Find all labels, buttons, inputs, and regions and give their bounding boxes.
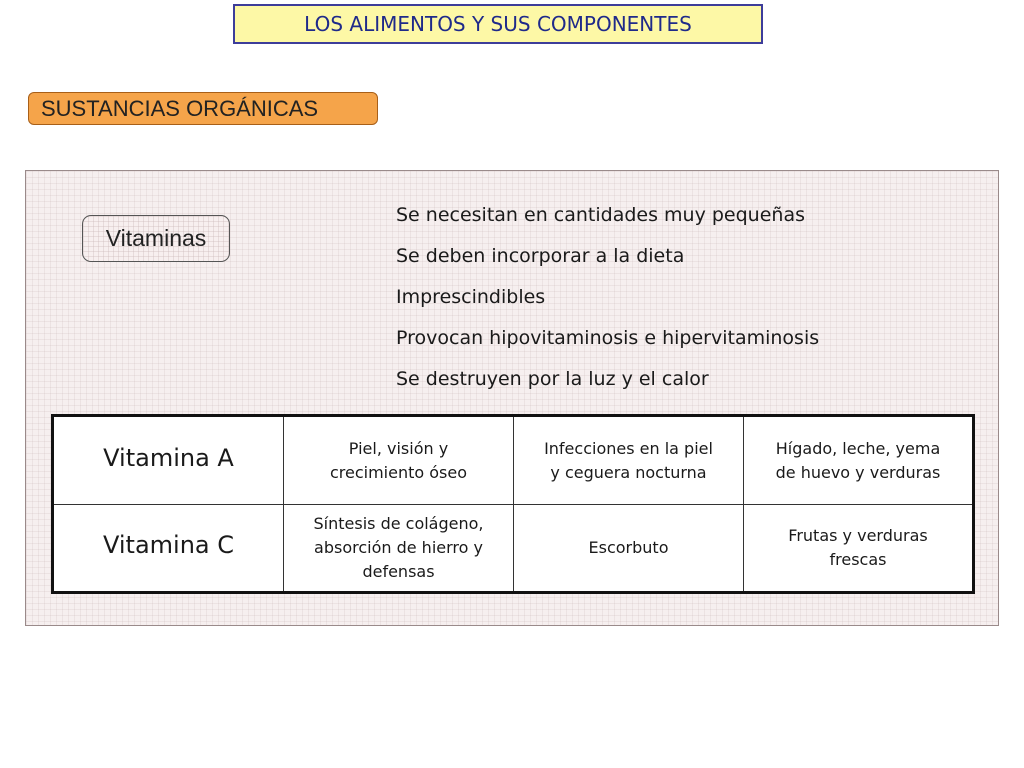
- table-row: [53, 416, 974, 505]
- properties-list: [396, 202, 819, 407]
- function-cell: [284, 505, 514, 593]
- deficiency-cell: [514, 416, 744, 505]
- property-item: Se destruyen por la luz y el calor: [396, 368, 709, 390]
- function-cell: [284, 416, 514, 505]
- property-item: Se deben incorporar a la dieta: [396, 245, 685, 267]
- vitamins-table: [51, 414, 975, 594]
- vitamin-name-cell: Vitamina C: [53, 505, 284, 593]
- page-title: [233, 4, 763, 44]
- sources-cell: [744, 505, 974, 593]
- cell-line: Frutas y verduras: [788, 526, 928, 545]
- cell-line: defensas: [362, 562, 435, 581]
- cell-line: de huevo y verduras: [775, 462, 941, 482]
- section-label-text: SUSTANCIAS ORGÁNICAS: [41, 96, 319, 121]
- deficiency-cell: [514, 505, 744, 593]
- cell-line: Piel, visión y: [348, 438, 449, 458]
- table-row: [53, 505, 974, 593]
- vitamin-name-cell: Vitamina A: [53, 416, 284, 505]
- property-item: Se necesitan en cantidades muy pequeñas: [396, 204, 805, 226]
- cell-line: crecimiento óseo: [329, 462, 468, 482]
- cell-line: frescas: [829, 550, 887, 569]
- cell-line: absorción de hierro y: [314, 538, 483, 557]
- property-item: Imprescindibles: [396, 286, 546, 308]
- topic-label-box: [82, 215, 230, 262]
- cell-line: y ceguera nocturna: [550, 462, 707, 482]
- property-item: Provocan hipovitaminosis e hipervitaminosis: [396, 327, 820, 349]
- cell-line: Síntesis de colágeno,: [313, 514, 484, 533]
- cell-line: Hígado, leche, yema: [775, 438, 941, 458]
- cell-line: Escorbuto: [588, 538, 669, 557]
- section-label: [28, 92, 378, 125]
- topic-label-text: Vitaminas: [105, 225, 207, 251]
- page-title-text: LOS ALIMENTOS Y SUS COMPONENTES: [304, 12, 692, 36]
- cell-line: Infecciones en la piel: [544, 438, 713, 458]
- sources-cell: [744, 416, 974, 505]
